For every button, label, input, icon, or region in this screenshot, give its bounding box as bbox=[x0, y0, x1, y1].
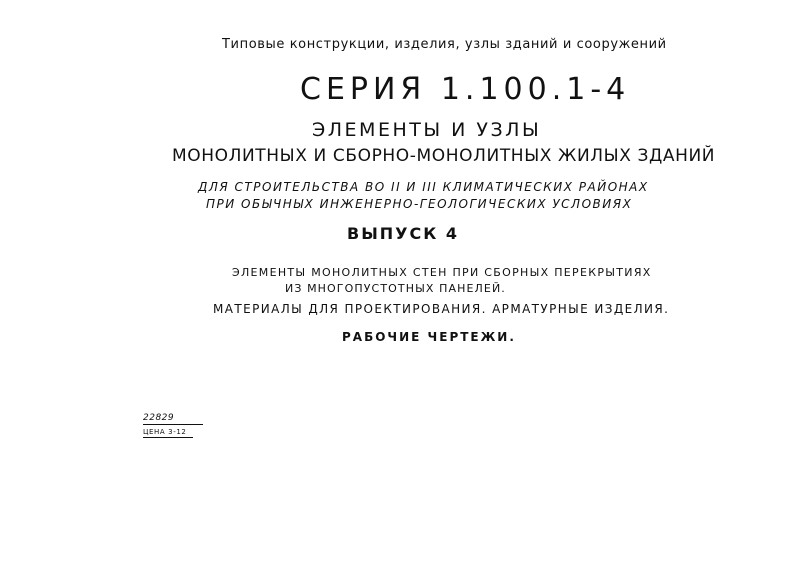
stamp-price: ЦЕНА 3-12 bbox=[143, 428, 193, 438]
title-line-1: ЭЛЕМЕНТЫ И УЗЛЫ bbox=[312, 119, 542, 141]
header-text: Типовые конструкции, изделия, узлы зданий и сооружений bbox=[222, 37, 667, 52]
materials-line: МАТЕРИАЛЫ ДЛЯ ПРОЕКТИРОВАНИЯ. АРМАТУРНЫЕ ИЗДЕЛИЯ. bbox=[213, 302, 670, 316]
series-title: СЕРИЯ 1.100.1-4 bbox=[300, 72, 631, 107]
issue-label: ВЫПУСК 4 bbox=[347, 224, 460, 243]
description-line-1: ЭЛЕМЕНТЫ МОНОЛИТНЫХ СТЕН ПРИ СБОРНЫХ ПЕРЕКРЫТИЯХ bbox=[232, 266, 652, 279]
stamp-number: 22829 bbox=[143, 413, 203, 425]
subtitle-line-1: ДЛЯ СТРОИТЕЛЬСТВА ВО II И III КЛИМАТИЧЕСКИХ РАЙОНАХ bbox=[198, 180, 649, 194]
description-line-2: ИЗ МНОГОПУСТОТНЫХ ПАНЕЛЕЙ. bbox=[285, 282, 506, 295]
title-line-2: МОНОЛИТНЫХ И СБОРНО-МОНОЛИТНЫХ ЖИЛЫХ ЗДАНИЙ bbox=[172, 146, 716, 166]
subtitle-line-2: ПРИ ОБЫЧНЫХ ИНЖЕНЕРНО-ГЕОЛОГИЧЕСКИХ УСЛОВИЯХ bbox=[206, 197, 633, 211]
drawings-line: РАБОЧИЕ ЧЕРТЕЖИ. bbox=[342, 330, 516, 344]
catalog-stamp bbox=[143, 413, 205, 438]
